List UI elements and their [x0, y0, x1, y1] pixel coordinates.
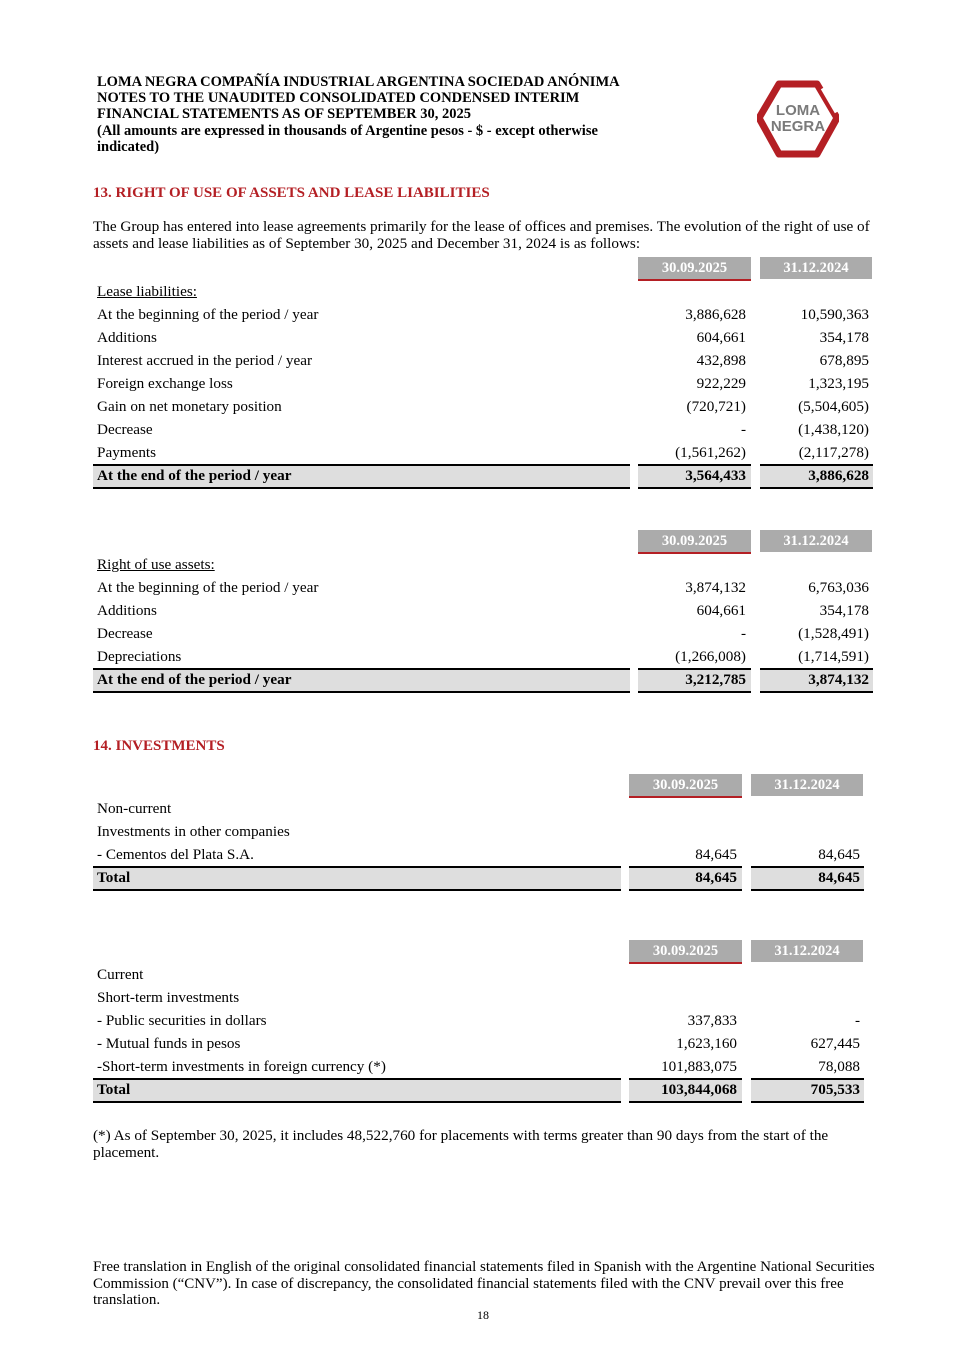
- table-row: Short-term investments: [97, 989, 240, 1006]
- column-header-2025: 30.09.2025: [638, 530, 751, 554]
- investments-footnote: (*) As of September 30, 2025, it includes 48,522,760 for placements with terms greater than 90 days from the start of the placement.: [93, 1127, 829, 1161]
- section-13-intro: The Group has entered into lease agreements primarily for the lease of offices and premises. The evolution of the right of use of assets and lease liabilities as of September 30, 2025 and December 31, 2024 is as follows:: [93, 218, 870, 252]
- table-row: -Short-term investments in foreign currency (*) 101,883,075 78,088: [97, 1058, 860, 1075]
- section-14-title: 14. INVESTMENTS: [93, 738, 225, 754]
- table-row: Non-current: [97, 800, 172, 817]
- header-notes: NOTES TO THE UNAUDITED CONSOLIDATED CONDENSED INTERIM: [97, 90, 580, 107]
- table-row: Payments (1,561,262) (2,117,278): [97, 444, 869, 461]
- table-row: - Cementos del Plata S.A. 84,645 84,645: [97, 846, 860, 863]
- header-currency-note: (All amounts are expressed in thousands of Argentine pesos - $ - except otherwise: [97, 122, 598, 139]
- table-row: Current: [97, 966, 144, 983]
- header-company: LOMA NEGRA COMPAÑÍA INDUSTRIAL ARGENTINA SOCIEDAD ANÓNIMA: [97, 74, 620, 90]
- section-13-title: 13. RIGHT OF USE OF ASSETS AND LEASE LIABILITIES: [93, 185, 490, 201]
- table-total-row: At the end of the period / year 3,212,785 3,874,132: [93, 668, 873, 691]
- header-statements: FINANCIAL STATEMENTS AS OF SEPTEMBER 30, 2025: [97, 106, 471, 123]
- column-header-2025: 30.09.2025: [629, 940, 742, 964]
- translation-disclaimer: Free translation in English of the original consolidated financial statements filed in Spanish with the Argentine National Securities Commission (“CNV”). In case of discrepancy, the consolidated financial statements filed with the CNV prevail over this free translation.: [93, 1259, 875, 1308]
- table-column-headers: [93, 257, 873, 280]
- table-row: - Public securities in dollars 337,833 -: [97, 1012, 860, 1029]
- table-row: Depreciations (1,266,008) (1,714,591): [97, 648, 869, 665]
- column-header-2024: 31.12.2024: [751, 940, 863, 962]
- column-header-2025: 30.09.2025: [638, 257, 751, 281]
- table-section-heading: Right of use assets:: [97, 556, 215, 573]
- table-row: Investments in other companies: [97, 823, 290, 840]
- column-header-2024: 31.12.2024: [760, 257, 872, 279]
- loma-negra-logo: [757, 80, 839, 158]
- table-total-row: Total 103,844,068 705,533: [93, 1078, 864, 1101]
- column-header-2025: 30.09.2025: [629, 774, 742, 798]
- table-column-headers: [93, 940, 864, 963]
- document-header: [97, 74, 717, 155]
- table-section-heading: Lease liabilities:: [97, 283, 197, 300]
- table-row: At the beginning of the period / year 3,874,132 6,763,036: [97, 579, 869, 596]
- table-row: Decrease - (1,528,491): [97, 625, 869, 642]
- noncurrent-investments-table: [93, 774, 864, 889]
- column-header-2024: 31.12.2024: [760, 530, 872, 552]
- header-currency-note-end: indicated): [97, 138, 160, 155]
- right-of-use-assets-table: [93, 530, 873, 691]
- table-total-row: Total 84,645 84,645: [93, 866, 864, 889]
- table-column-headers: [93, 774, 864, 797]
- table-column-headers: [93, 530, 873, 553]
- current-investments-table: [93, 940, 864, 1101]
- table-row: Decrease - (1,438,120): [97, 421, 869, 438]
- table-row: Interest accrued in the period / year 432,898 678,895: [97, 352, 869, 369]
- lease-liabilities-table: [93, 257, 873, 487]
- table-row: Additions 604,661 354,178: [97, 329, 869, 346]
- logo-text-loma: LOMA: [775, 102, 821, 119]
- table-total-row: At the end of the period / year 3,564,433 3,886,628: [93, 464, 873, 487]
- logo-text-negra: NEGRA: [770, 118, 826, 135]
- table-row: Foreign exchange loss 922,229 1,323,195: [97, 375, 869, 392]
- table-row: At the beginning of the period / year 3,886,628 10,590,363: [97, 306, 869, 323]
- table-row: - Mutual funds in pesos 1,623,160 627,445: [97, 1035, 860, 1052]
- page-number: 18: [477, 1308, 489, 1322]
- table-row: Gain on net monetary position (720,721) (5,504,605): [97, 398, 869, 415]
- table-row: Additions 604,661 354,178: [97, 602, 869, 619]
- column-header-2024: 31.12.2024: [751, 774, 863, 796]
